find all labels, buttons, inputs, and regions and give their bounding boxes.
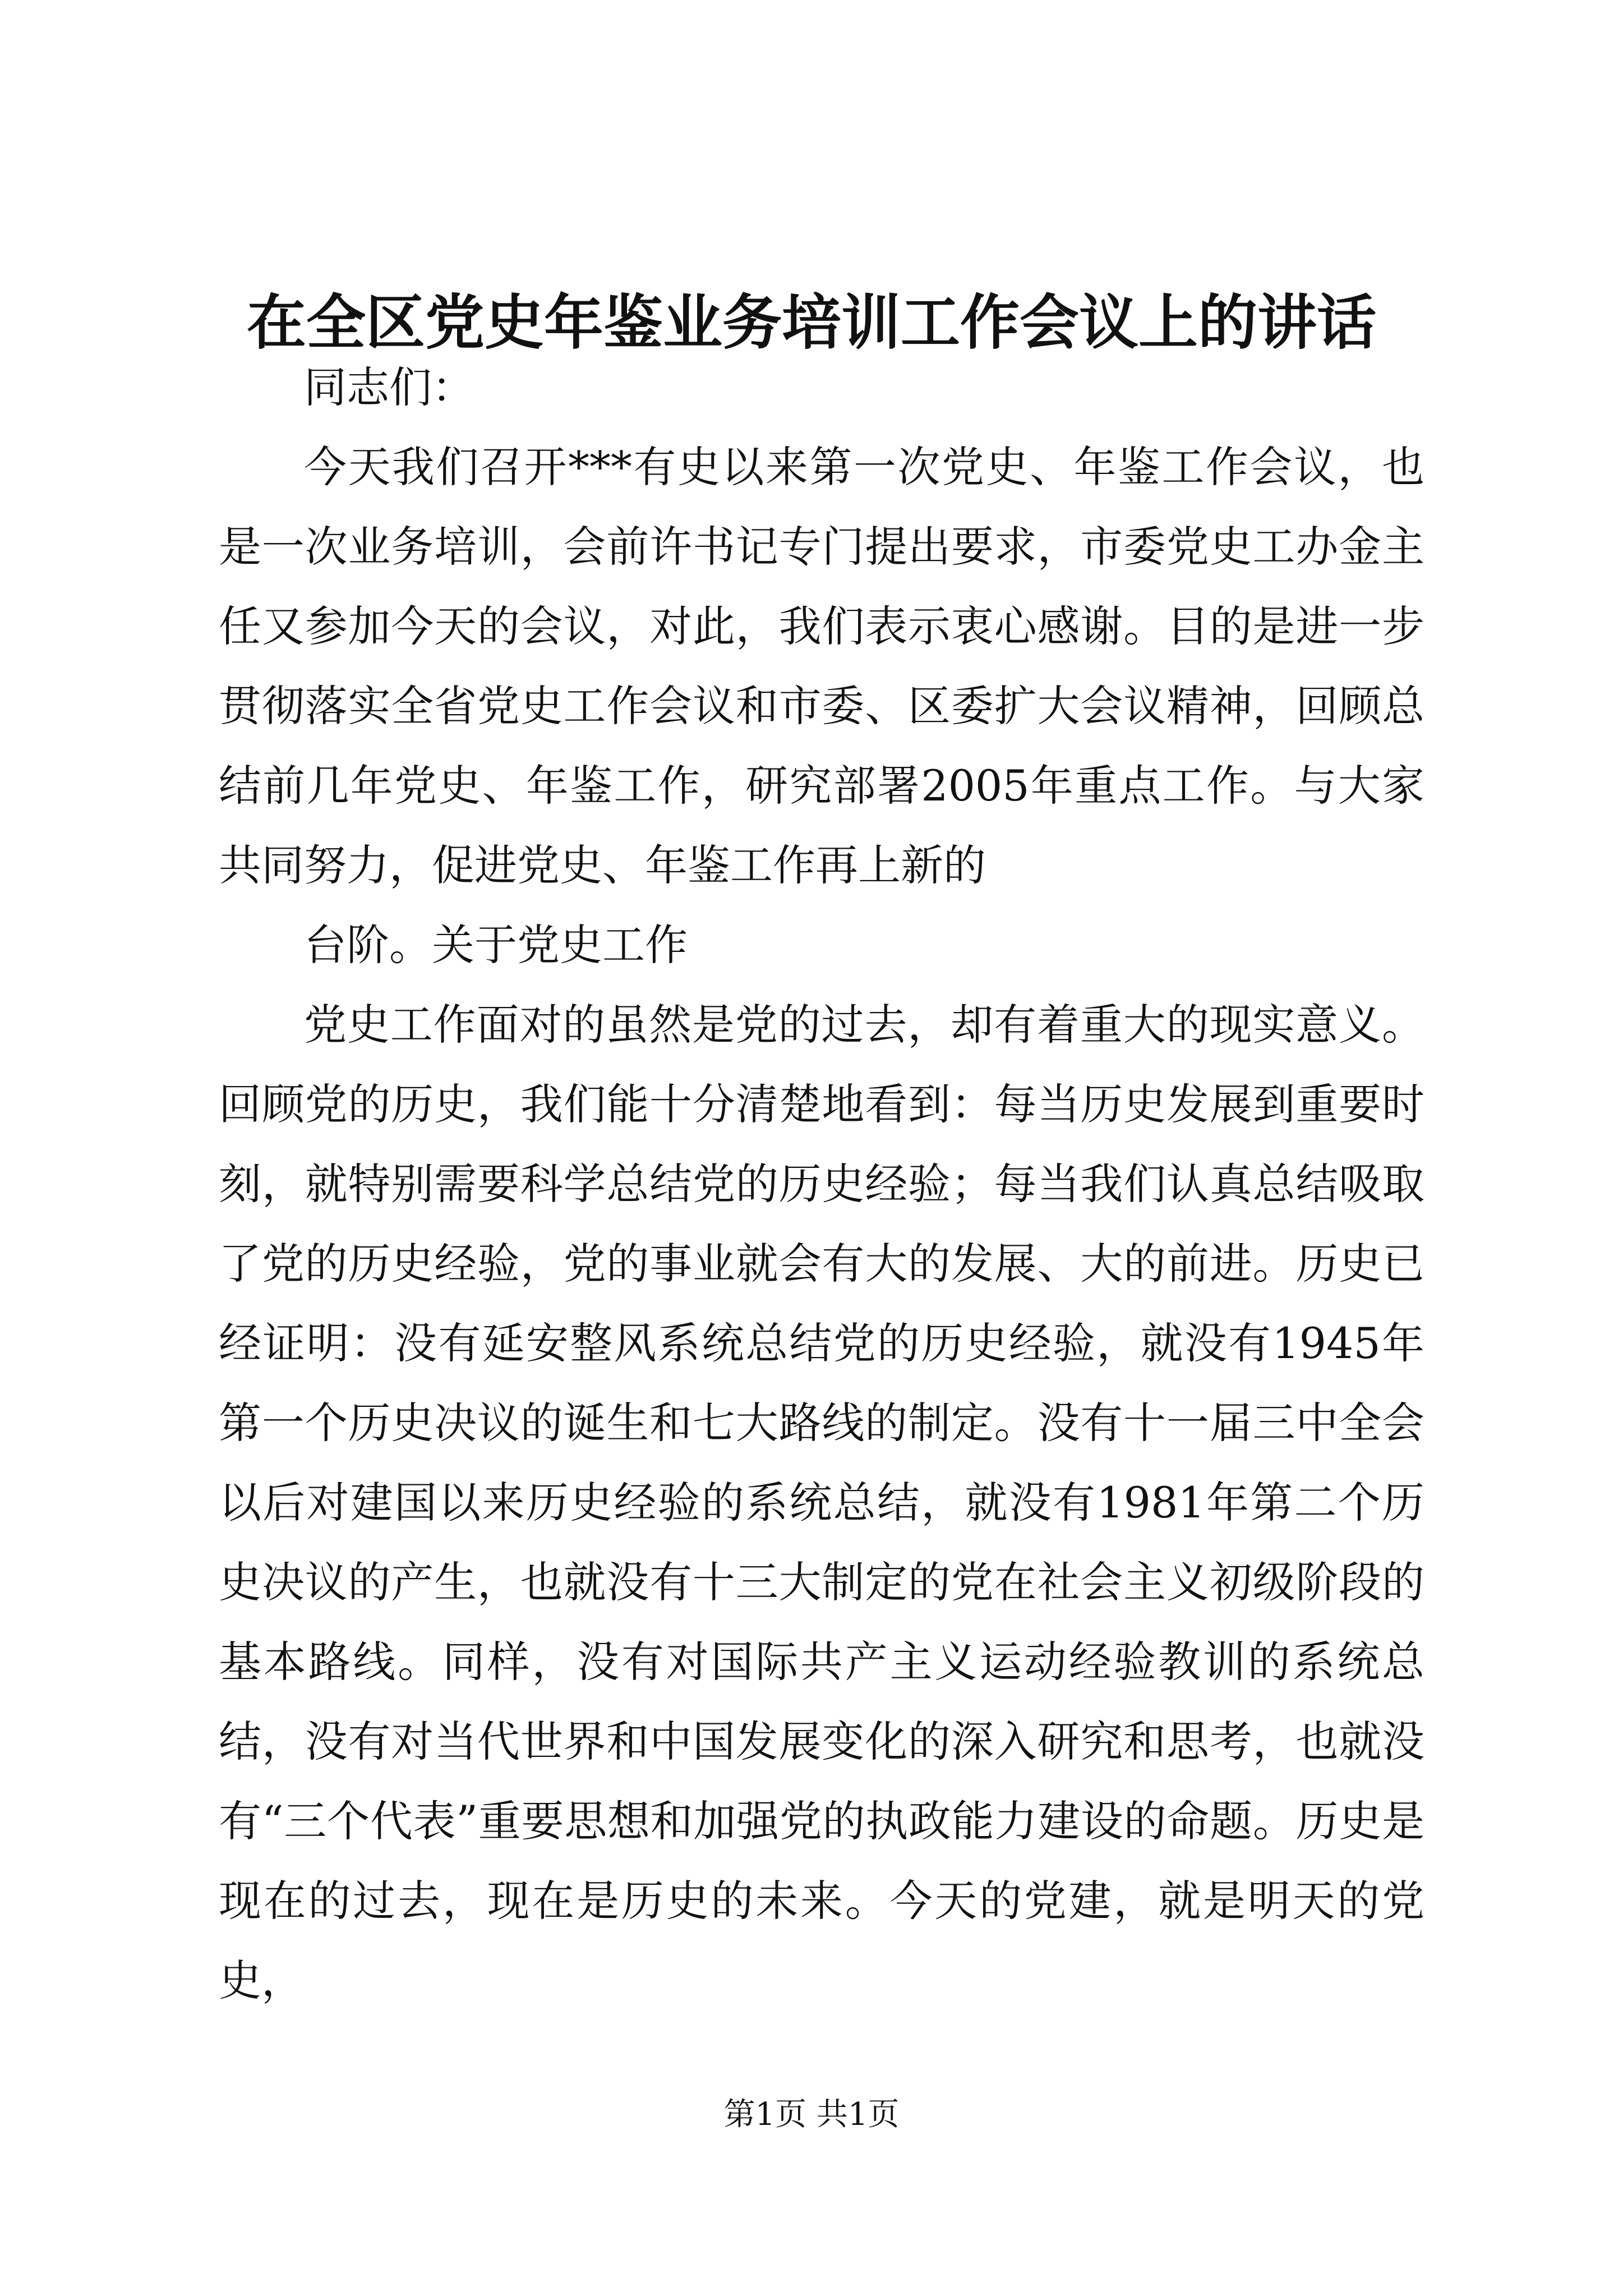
- page-footer: 第1页 共1页: [723, 2096, 900, 2133]
- document-body: [219, 348, 1424, 2021]
- document-title: 在全区党史年鉴业务培训工作会议上的讲话: [247, 287, 1376, 357]
- section-heading-party-history: 台阶。关于党史工作: [304, 920, 688, 970]
- body-paragraph-intro: 今天我们召开***有史以来第一次党史、年鉴工作会议，也是一次业务培训，会前许书记专门提出要求，市委党史工办金主任又参加今天的会议，对此，我们表示衷心感谢。目的是进一步贯彻落实全省党史工作会议和市委、区委扩大会议精神，回顾总结前几年党史、年鉴工作，研究部署2005年重点工作。与大家共同努力，促进党史、年鉴工作再上新的: [219, 442, 1424, 890]
- salutation: 同志们：: [304, 362, 474, 412]
- body-paragraph-party-history: 党史工作面对的虽然是党的过去，却有着重大的现实意义。回顾党的历史，我们能十分清楚地看到：每当历史发展到重要时刻，就特别需要科学总结党的历史经验；每当我们认真总结吸取了党的历史经验，党的事业就会有大的发展、大的前进。历史已经证明：没有延安整风系统总结党的历史经验，就没有1945年第一个历史决议的诞生和七大路线的制定。没有十一届三中全会以后对建国以来历史经验的系统总结，就没有1981年第二个历史决议的产生，也就没有十三大制定的党在社会主义初级阶段的基本路线。同样，没有对国际共产主义运动经验教训的系统总结，没有对当代世界和中国发展变化的深入研究和思考，也就没有“三个代表”重要思想和加强党的执政能力建设的命题。历史是现在的过去，现在是历史的未来。今天的党建，就是明天的党史，: [219, 1000, 1424, 2005]
